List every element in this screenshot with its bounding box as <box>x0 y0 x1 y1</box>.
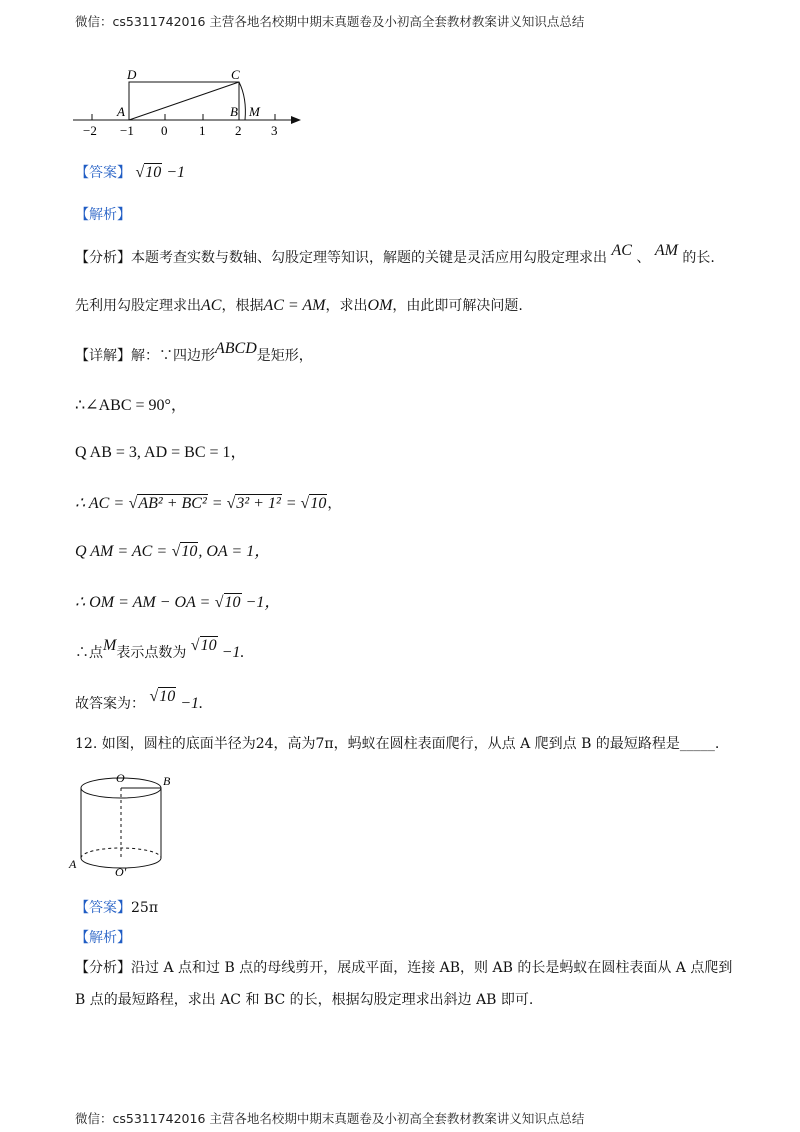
q11-analysis-tag: 【解析】 <box>75 207 131 223</box>
label-o-top: O <box>116 771 125 785</box>
q12-analysis-tag: 【解析】 <box>75 930 131 946</box>
q11-answer: 【答案】 √10 −1 <box>75 164 186 181</box>
label-a: A <box>117 104 125 119</box>
number-line-figure <box>65 62 310 140</box>
q12-answer: 【答案】25π <box>75 900 159 916</box>
q11-step1: ∴∠ABC = 90°， <box>75 397 187 414</box>
axis-arrow-icon <box>291 116 301 124</box>
q11-step3: ∴ AC = √AB² + BC² = √3² + 1² = √10， <box>75 495 342 512</box>
q11-fenxi-line1: 【分析】本题考查实数与数轴、勾股定理等知识，解题的关键是灵活应用勾股定理求出 AC 、 AM 的长. <box>75 242 715 266</box>
label-o-bottom: O′ <box>115 865 127 879</box>
q11-final: 故答案为： √10 −1. <box>75 688 204 712</box>
label-m: M <box>249 104 260 119</box>
label-b: B <box>163 774 171 788</box>
q11-step5: ∴ OM = AM − OA = √10 −1， <box>75 594 281 611</box>
label-c: C <box>231 67 240 82</box>
page-header: 微信：cs5311742016 主营各地名校期中期末真题卷及小初高全套教材教案讲义知识点总结 <box>75 14 585 29</box>
q11-fenxi-line2: 先利用勾股定理求出AC，根据AC = AM，求出OM，由此即可解决问题. <box>75 297 523 314</box>
cylinder-figure <box>65 768 185 883</box>
q11-step6: ∴点M表示点数为 √10 −1. <box>75 637 245 661</box>
answer-tag: 【答案】 <box>75 165 131 181</box>
q12-fenxi-line1: 【分析】沿过 A 点和过 B 点的母线剪开，展成平面，连接 AB，则 AB 的长是蚂蚁在圆柱表面从 A 点爬到 <box>75 960 733 976</box>
answer-sqrt: √10 <box>135 164 162 181</box>
tick-label: 2 <box>235 123 242 138</box>
page-footer: 微信：cs5311742016 主营各地名校期中期末真题卷及小初高全套教材教案讲义知识点总结 <box>75 1111 585 1126</box>
tick-label: 3 <box>271 123 278 138</box>
tick-label: −2 <box>83 123 97 138</box>
q11-step2: Q AB = 3, AD = BC = 1， <box>75 444 247 461</box>
q11-detail: 【详解】解：∵四边形ABCD是矩形， <box>75 340 313 364</box>
label-a: A <box>69 857 77 871</box>
diagonal-ac <box>129 82 239 120</box>
tick-label: 1 <box>199 123 206 138</box>
label-b: B <box>230 104 238 119</box>
tick-label: −1 <box>120 123 134 138</box>
arc-cm <box>239 82 245 120</box>
label-d: D <box>127 67 137 82</box>
q11-step4: Q AM = AC = √10, OA = 1， <box>75 543 271 560</box>
tick-label: 0 <box>161 123 168 138</box>
q12-question: 12. 如图，圆柱的底面半径为24，高为7π，蚂蚁在圆柱表面爬行，从点 A 爬到点 B 的最短路程是_____. <box>75 736 720 752</box>
q12-fenxi-line2: B 点的最短路程，求出 AC 和 BC 的长，根据勾股定理求出斜边 AB 即可. <box>75 992 534 1008</box>
